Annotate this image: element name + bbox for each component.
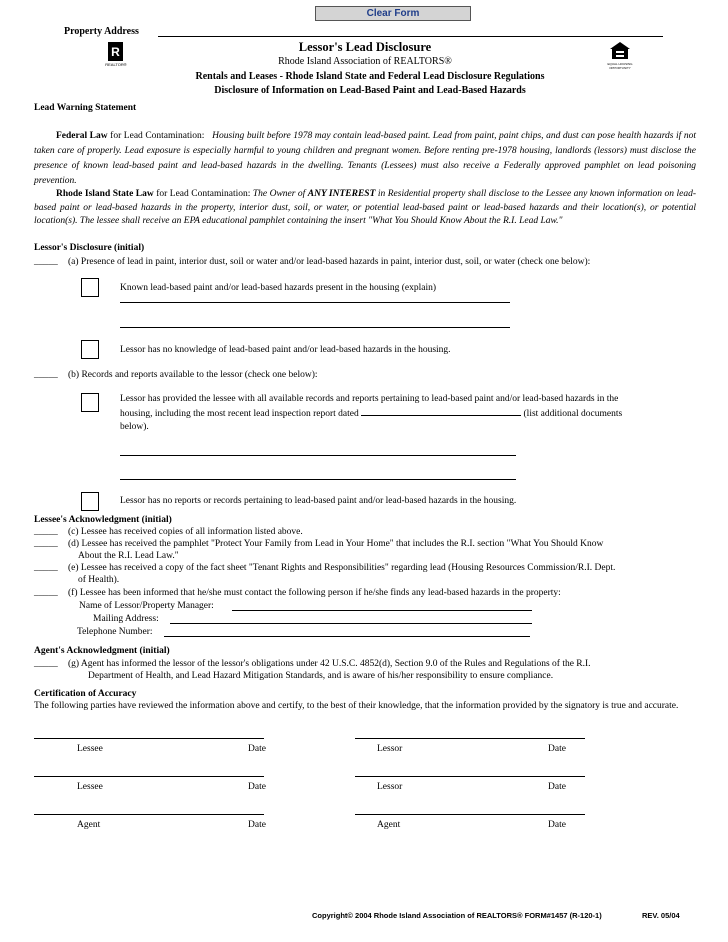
- explain-line-2[interactable]: [120, 327, 510, 328]
- known-lead-label: Known lead-based paint and/or lead-based hazards present in the housing (explain): [120, 283, 437, 293]
- date-caption-4: Date: [548, 782, 566, 792]
- initial-c-field[interactable]: _____: [34, 527, 58, 537]
- initial-f-field[interactable]: _____: [34, 588, 58, 598]
- svg-text:R: R: [111, 45, 120, 59]
- footer-copyright: Copyright© 2004 Rhode Island Association of REALTORS® FORM#1457 (R-120-1): [312, 911, 602, 920]
- checkbox-provided-records[interactable]: [81, 393, 99, 412]
- lessee-caption-1: Lessee: [77, 744, 103, 754]
- date-caption-6: Date: [548, 820, 566, 830]
- lessee-ack-heading: Lessee's Acknowledgment (initial): [34, 515, 172, 525]
- lessee-caption-2: Lessee: [77, 782, 103, 792]
- provided-records-label: Lessor has provided the lessee with all available records and reports pertaining to lead-based paint and/or lead-based hazards in the housing, including the most recent lead inspection report dated (list additional documents below).: [120, 394, 623, 432]
- item-b-text: (b) Records and reports available to the lessor (check one below):: [68, 370, 318, 380]
- property-address-field[interactable]: [158, 36, 663, 37]
- agent-ack-heading: Agent's Acknowledgment (initial): [34, 646, 170, 656]
- item-f-text: (f) Lessee has been informed that he/she must contact the following person if he/she finds any lead-based hazards in the property:: [68, 588, 561, 598]
- property-address-label: Property Address: [64, 26, 139, 37]
- date-caption-2: Date: [548, 744, 566, 754]
- warning-heading: Lead Warning Statement: [34, 103, 137, 113]
- item-e-text-2: of Health).: [78, 575, 120, 585]
- certification-text: The following parties have reviewed the information above and certify, to the best of their knowledge, that the information provided by the signatory is true and accurate.: [34, 701, 679, 711]
- telephone-label: Telephone Number:: [77, 627, 153, 637]
- federal-law-paragraph: Federal Law for Lead Contamination: Housing built before 1978 may contain lead-based paint. Lead from paint, paint chips, and dust can pose health hazards if not taken care of properly. Lead exposure is especially harmful to young children and pregnant women. Before renting pre-1978 housing, landlords (lessors) must disclose the presence of known lead-based paint and lead-based hazards in the dwelling. Tenants (Lessees) must also receive a Federally approved pamphlet on lead poisoning prevention.: [34, 131, 697, 186]
- telephone-field[interactable]: [164, 636, 530, 637]
- initial-a-field[interactable]: _____: [34, 257, 58, 267]
- lessor-name-label: Name of Lessor/Property Manager:: [79, 601, 214, 611]
- item-c-text: (c) Lessee has received copies of all information listed above.: [68, 527, 303, 537]
- checkbox-known-lead[interactable]: [81, 278, 99, 297]
- state-law-paragraph: Rhode Island State Law for Lead Contamination: The Owner of ANY INTEREST in Residential property shall disclose to the Lessee any known information on lead-based paint or lead-based hazards in the property, interior dust, soil, or water, or potential lead-based paint or lead-based hazards and their location(s), or potential location(s). The lessee shall receive an EPA educational pamphlet containing the insert "What You Should Know About the R.I. Lead Law.": [34, 189, 696, 226]
- initial-b-field[interactable]: _____: [34, 370, 58, 380]
- item-d-text-1: (d) Lessee has received the pamphlet "Protect Your Family from Lead in Your Home" that includes the R.I. section "What You Should Know: [68, 539, 604, 549]
- lessor-signature-line-1[interactable]: [355, 738, 585, 739]
- item-g-text-1: (g) Agent has informed the lessor of the lessor's obligations under 42 U.S.C. 4852(d), Section 9.0 of the Rules and Regulations of the R.I.: [68, 659, 591, 669]
- lessor-caption-2: Lessor: [377, 782, 403, 792]
- initial-e-field[interactable]: _____: [34, 563, 58, 573]
- agent-signature-line-1[interactable]: [34, 814, 264, 815]
- documents-line-1[interactable]: [120, 455, 516, 456]
- date-caption-5: Date: [248, 820, 266, 830]
- footer-revision: REV. 05/04: [642, 911, 680, 920]
- equal-housing-logo: EQUAL HOUSING OPPORTUNITY: [607, 40, 633, 70]
- lessor-caption-1: Lessor: [377, 744, 403, 754]
- form-title: Lessor's Lead Disclosure: [298, 40, 432, 54]
- item-e-text-1: (e) Lessee has received a copy of the fact sheet "Tenant Rights and Responsibilities" regarding lead (Housing Resources Commission/R.I. Dept.: [68, 563, 616, 573]
- agent-caption-1: Agent: [77, 820, 101, 830]
- subtitle-2: Disclosure of Information on Lead-Based Paint and Lead-Based Hazards: [214, 85, 526, 96]
- clear-form-button[interactable]: Clear Form: [315, 6, 471, 21]
- subtitle-1: Rentals and Leases - Rhode Island State and Federal Lead Disclosure Regulations: [195, 71, 545, 82]
- lessor-disclosure-heading: Lessor's Disclosure (initial): [34, 243, 145, 253]
- item-g-text-2: Department of Health, and Lead Hazard Mitigation Standards, and is aware of his/her responsibility to ensure compliance.: [88, 671, 554, 681]
- agent-signature-line-2[interactable]: [355, 814, 585, 815]
- date-caption-1: Date: [248, 744, 266, 754]
- item-a-text: (a) Presence of lead in paint, interior dust, soil or water and/or lead-based hazards in paint, interior dust, soil, or water (check one below):: [68, 257, 591, 267]
- lessee-signature-line-2[interactable]: [34, 776, 264, 777]
- initial-d-field[interactable]: _____: [34, 539, 58, 549]
- item-d-text-2: About the R.I. Lead Law.": [78, 551, 179, 561]
- mailing-address-field[interactable]: [170, 623, 532, 624]
- certification-heading: Certification of Accuracy: [34, 689, 137, 699]
- realtor-logo: R REALTOR®: [102, 40, 130, 70]
- explain-line-1[interactable]: [120, 302, 510, 303]
- agent-caption-2: Agent: [377, 820, 401, 830]
- lessor-name-field[interactable]: [232, 610, 532, 611]
- lessor-signature-line-2[interactable]: [355, 776, 585, 777]
- no-records-label: Lessor has no reports or records pertaining to lead-based paint and/or lead-based hazards in the housing.: [120, 496, 517, 506]
- lessee-signature-line-1[interactable]: [34, 738, 264, 739]
- checkbox-no-knowledge[interactable]: [81, 340, 99, 359]
- mailing-address-label: Mailing Address:: [93, 614, 159, 624]
- inspection-date-field[interactable]: [361, 406, 521, 416]
- association-name: Rhode Island Association of REALTORS®: [278, 56, 452, 67]
- no-knowledge-label: Lessor has no knowledge of lead-based paint and/or lead-based hazards in the housing.: [120, 345, 451, 355]
- documents-line-2[interactable]: [120, 479, 516, 480]
- initial-g-field[interactable]: _____: [34, 659, 58, 669]
- date-caption-3: Date: [248, 782, 266, 792]
- checkbox-no-records[interactable]: [81, 492, 99, 511]
